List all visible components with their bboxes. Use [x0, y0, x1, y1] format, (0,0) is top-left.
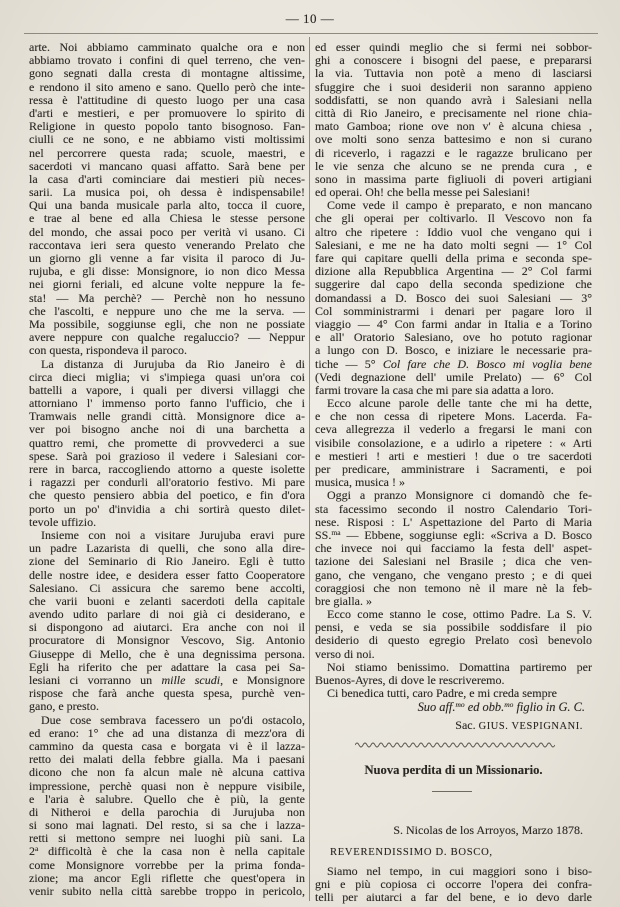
text-run: ed obb.: [464, 700, 505, 714]
text-line: un padre Lazarista di quelli, che sono alla dire-: [29, 542, 305, 556]
text-line: Col somministrarmi i denari per pagare loro il: [315, 304, 592, 318]
paragraph: [315, 608, 592, 661]
paragraph: [315, 199, 592, 397]
text-line: Noi stiamo benissimo. Domattina partiremo per: [327, 660, 592, 674]
text-line: nese. Risposi : L' Aspettazione del Parto di Maria: [315, 515, 592, 529]
text-line: Ci benedica tutti, caro Padre, e mi creda sempre: [327, 687, 557, 701]
text-line: ove molti sono senza battesimo e non si curano: [315, 133, 592, 147]
paragraph: [29, 714, 305, 899]
header-rule: [24, 33, 598, 34]
text-line: zione; ma ancor Egli riflette che quest'opera in: [29, 871, 305, 885]
text-line: telli per aiutarci a far del bene, e io devo darle: [315, 891, 592, 905]
text-line: Salesiani, e me ne ha dato molti segni — 1° Col: [315, 238, 592, 252]
text-line: viaggio — 4° Con farmi andar in Italia e a Torino: [315, 317, 592, 331]
text-line: venir subito nella città sarebbe troppo in pericolo,: [29, 885, 305, 898]
text-run: Sac.: [455, 718, 479, 732]
text-line: verso di noi.: [315, 647, 375, 661]
text-line: Ecco come stanno le cose, ottimo Padre. La S. V.: [327, 608, 592, 622]
page-number: — 10 —: [285, 11, 335, 26]
text-line: gono segnati dalla cresta di montagne altissime,: [29, 67, 305, 81]
text-line: attorniano l' immenso porto fanno l'ufficio, che i: [29, 397, 305, 411]
text-line: arte. Noi abbiamo camminato qualche ora e non: [29, 41, 305, 54]
text-line: e l'aria è salubre. Quello che è più, la gente: [29, 792, 305, 806]
text-run: 2: [29, 845, 35, 859]
text-line: ver poi bisogno anche noi di una barchetta a: [29, 423, 305, 437]
text-line: rere in barca, raccogliendo attorno a queste isolette: [29, 463, 305, 476]
superscript: a: [35, 845, 39, 854]
text-line: si dispongono ad aiutarci. Era anche con noi il: [29, 621, 305, 635]
text-line: sono in massima parte figliuoli di poveri artigiani: [315, 172, 592, 186]
text-line: e all' Oratorio Salesiano, ove ho potuto ragionar: [315, 331, 592, 345]
superscript: mo: [455, 700, 465, 709]
text-line: Egli ha riferito che per adattare la casa pei Sa-: [29, 660, 305, 674]
text-line: cammino da questa casa e borgata vi è il lazza-: [29, 739, 305, 753]
text-line: avendo udito parlare di noi già ci desiderano, e: [29, 608, 305, 622]
text-run: difficoltà è che la casa non è nella capitale: [38, 845, 305, 859]
text-run: SS.: [315, 528, 332, 542]
text-line: le vie senza che alcuno se ne prenda cura , e: [315, 159, 592, 173]
text-line: sta facessimo secondo il nostro Calendario Tori-: [315, 502, 592, 516]
paragraph: [29, 358, 305, 529]
text-run: tiche — 5°: [315, 357, 383, 371]
text-line: nei giorni feriali, ed alcune volte neppure la fe-: [29, 278, 305, 292]
article-dateline: S. Nicolas de los Arroyos, Marzo 1878.: [393, 823, 583, 837]
text-line: e rendono il sito ameno e sano. Quello però che inte-: [29, 80, 305, 94]
text-line: Salesiano. Ci assicura che saremo bene accolti,: [29, 581, 305, 595]
paragraph: [315, 41, 592, 199]
paragraph: [315, 661, 592, 687]
ornamental-rule: [355, 740, 555, 750]
text-line: con questa, rispondeva il paroco.: [29, 344, 187, 358]
text-line: musica, musica ! »: [315, 476, 405, 490]
text-line: Come vede il campo è preparato, e non mancano: [327, 199, 592, 213]
text-line: [315, 529, 592, 542]
text-line: circa dieci miglia; vi s'impiega quasi un'ora coi: [29, 370, 305, 384]
text-line: ceva allegrezza il vederlo a fregarsi le mani con: [315, 423, 592, 437]
text-line: tazione dei Salesiani nel Brasile ; dica che ven-: [315, 555, 592, 569]
text-line: e mestieri ! arti e mestieri ! due o tre sacerdoti: [315, 449, 592, 463]
text-line: procuratore di Monsignor Vescovo, Sig. Antonio: [29, 634, 305, 648]
text-line: del mondo, che assai poco per verità vi usano. Ci: [29, 225, 305, 239]
text-line: battelli a vapore, i quali per diversi villaggi che: [29, 383, 305, 397]
text-line: che gli operai per coltivarlo. Il Vescovo non fa: [315, 212, 592, 226]
text-line: altro che ripetere : Iddio vuol che vengano qui i: [315, 225, 592, 239]
text-line: quattro remi, che promette di provvederci a sue: [29, 436, 305, 450]
text-line: che l'ascolti, e neppure uno che me la serva. —: [29, 304, 305, 318]
text-line: ed esser quindi meglio che si fermi nei sobbor-: [315, 41, 592, 54]
text-line: suggerire dal capo della seconda spedizione che: [315, 278, 592, 292]
text-line: dizione alla Repubblica Argentina — 2° Col farmi: [315, 265, 592, 279]
text-line: che varii buoni e zelanti sacerdoti della capitale: [29, 594, 305, 608]
text-line: gano, e presto.: [29, 700, 99, 714]
text-line: ghi a conoscere i bisogni del paese, e prepararsi: [315, 54, 592, 68]
paragraph: [315, 397, 592, 489]
text-line: d'arti e mestieri, e per promuovere lo spirito di: [29, 106, 305, 120]
title-rule: [432, 791, 472, 792]
left-column: [29, 41, 305, 898]
text-line: Giuseppe di Mello, che è una degnissima persona.: [29, 647, 305, 661]
text-line: ed operai. Oh! che bella messe pei Salesiani!: [315, 186, 531, 200]
article-salutation: REVERENDISSIMO D. BOSCO,: [330, 847, 493, 858]
text-line: come Monsignore vorrebbe per la prima fonda-: [29, 858, 305, 872]
text-line: pensi, e veda se sia possibile soddisfare il pio: [315, 621, 592, 635]
text-line: rujuba, e gli disse: Monsignore, io non dico Messa: [29, 265, 305, 279]
text-line: Tramwais nelle grandi città. Monsignore dice a-: [29, 410, 305, 424]
text-run: lesiani ci vorranno un: [29, 674, 162, 687]
text-line: Religione in questo popolo tanto bisognoso. Fan-: [29, 120, 305, 134]
article-body: [315, 865, 592, 905]
text-line: mato Gamboa; rione ove non v' è alcuna chiesa ,: [315, 120, 592, 134]
text-line: visibile consolazione, e a udirlo a ripetere : « Arti: [315, 436, 592, 450]
text-line: Ma possibile, soggiunse egli, che non ne possiate: [29, 317, 305, 331]
paragraph: [315, 489, 592, 608]
text-line: sarii. La musica poi, oh dessa è indispensabile!: [29, 186, 305, 200]
text-line: la via. Tuttavia non potè a meno di lasciarsi: [315, 67, 592, 81]
text-line: tevole uffizio.: [29, 515, 97, 529]
italic-run: mille scudi: [161, 674, 221, 687]
text-line: i ragazzi per condurli all'oratorio festivo. Mi pare: [29, 476, 305, 490]
text-line: che invece noi qui facciamo la festa dell' aspet-: [315, 542, 592, 556]
text-line: [315, 700, 585, 714]
text-line: che questo pensiero abbia del poetico, e fin d'ora: [29, 489, 305, 503]
superscript: ma: [331, 528, 341, 537]
text-line: gni e più copiosa ci occorre l'opera dei confra-: [315, 878, 592, 892]
text-run: — Ebbene, soggiunse egli: «Scriva a D. Bosco: [340, 528, 592, 542]
text-line: sta! — Ma perchè? — Perchè non ho nessuno: [29, 291, 305, 305]
text-line: zione del Seminario di Rio Janeiro. Egli è tutto: [29, 555, 305, 569]
text-line: rispose che farà anche questa spesa, purchè ven-: [29, 687, 305, 701]
italic-run: Col fare che D. Bosco mi voglia bene: [382, 357, 592, 371]
text-line: città di Rio Janeiro, e precisamente nel rione chia-: [315, 106, 592, 120]
text-line: Siamo nel tempo, in cui maggiori sono i biso-: [327, 865, 592, 878]
text-line: avere neppure con qualche regaluccio? — Neppur: [29, 331, 305, 345]
text-line: di Nitheroi e della parochia di Jurujuba non: [29, 805, 305, 819]
text-line: e trae al bene ed alla Chiesa le stesse persone: [29, 212, 305, 226]
text-run: Suo aff.: [417, 700, 456, 714]
small-caps-run: GIUS. VESPIGNANI.: [478, 721, 583, 732]
text-line: [315, 718, 583, 732]
text-line: La distanza di Jurujuba da Rio Janeiro è di: [41, 357, 305, 371]
text-line: e che non cessa di ripetere Mons. Lacerda. Fa-: [315, 410, 592, 424]
text-line: Buenos-Ayres, di dove le rescriveremo.: [315, 674, 505, 687]
text-line: retti si mettono sempre nei luoghi più sani. La: [29, 832, 305, 846]
text-line: un giorno gli venne a far visita il paroco di Ju-: [29, 252, 305, 265]
text-line: porto un po' d'invidia a chi sortirà questo dilet-: [29, 502, 305, 516]
text-line: retto dei malati della febbre gialla. Ma i paesani: [29, 753, 305, 767]
text-line: ed erano: 1° che ad una distanza di mezz'ora di: [29, 726, 305, 740]
text-run: figlio in G. C.: [513, 700, 585, 714]
text-line: [315, 358, 592, 371]
text-line: nel percorrere questa rada; scuole, maestri, e: [29, 146, 305, 160]
text-run: , e Monsignore: [220, 674, 305, 687]
paragraph: [315, 687, 592, 700]
article-title: Nuova perdita di un Missionario.: [364, 763, 543, 777]
text-line: Oggi a pranzo Monsignore ci domandò che fe-: [327, 489, 592, 503]
paragraph: [315, 865, 592, 905]
text-line: desiderio di questo egregio Prelato così benevolo: [315, 634, 592, 648]
text-line: sfuggire che i suoi desiderii non saranno appieno: [315, 80, 592, 94]
text-line: abbiamo trovato i confini di quel terreno, che ven-: [29, 54, 305, 68]
paragraph: [29, 41, 305, 358]
letter-closing: [315, 700, 585, 714]
text-line: [29, 674, 305, 687]
text-line: ressa è l'attitudine di questo luogo per una casa: [29, 93, 305, 107]
right-column: [315, 41, 592, 700]
text-line: Due cose sembrava facessero un po'di ostacolo,: [41, 713, 305, 727]
text-line: gano, che vengano, che vengano presto ; e di quei: [315, 568, 592, 582]
text-line: impressione, perchè quasi non è neppure visibile,: [29, 779, 305, 793]
paragraph: [29, 529, 305, 714]
text-line: Ecco alcune parole delle tante che mi ha dette,: [327, 397, 592, 411]
text-line: domandassi a D. Bosco dei suoi Salesiani — 3°: [315, 291, 592, 305]
text-line: Qui una banda musicale parla alto, tocca il cuore,: [29, 199, 305, 213]
text-line: di riceverlo, i ragazzi e le ragazze brulicano per: [315, 146, 592, 160]
text-line: si sono mai lagnati. Del resto, si sa che i lazza-: [29, 819, 305, 833]
text-line: dicono che non fa alcun male nè alcuna cattiva: [29, 766, 305, 780]
text-line: ciulli ce ne sono, e ne abbiamo visti moltissimi: [29, 133, 305, 147]
text-line: spese. Sarà poi grazioso il vedere i Salesiani cor-: [29, 449, 305, 463]
text-line: coraggiosi che non temono nè il mare nè la feb-: [315, 581, 592, 595]
text-line: delle nostre idee, e desidera esser fatto Cooperatore: [29, 568, 305, 582]
text-line: (Vedi degnazione dell' umile Prelato) — 6° Col: [315, 370, 592, 384]
text-line: a lungo con D. Bosco, e iniziare le necessarie pra-: [315, 344, 592, 358]
text-line: fare qui capitare quelli della prima e seconda spe-: [315, 252, 592, 265]
text-line: bre gialla. »: [315, 594, 372, 608]
letter-signature: [315, 718, 583, 732]
text-line: farmi trovare la casa che mi pare sia adatta a loro.: [315, 383, 554, 397]
text-line: Insieme con noi a visitare Jurujuba eravi pure: [41, 528, 305, 542]
text-line: sacerdoti vi mancano quasi affatto. Sarà bene per: [29, 159, 305, 173]
superscript: mo: [504, 700, 514, 709]
column-divider: [309, 37, 310, 901]
text-line: [29, 845, 305, 858]
text-line: la casa d'arti cominciare dai mestieri più neces-: [29, 172, 305, 186]
text-line: soddisfatti, se non quando avrà i Salesiani nella: [315, 93, 592, 107]
text-line: raccontava ieri sera questo venerando Prelato che: [29, 238, 305, 252]
text-line: per predicare, amministrare i Sacramenti, e poi: [315, 463, 592, 476]
